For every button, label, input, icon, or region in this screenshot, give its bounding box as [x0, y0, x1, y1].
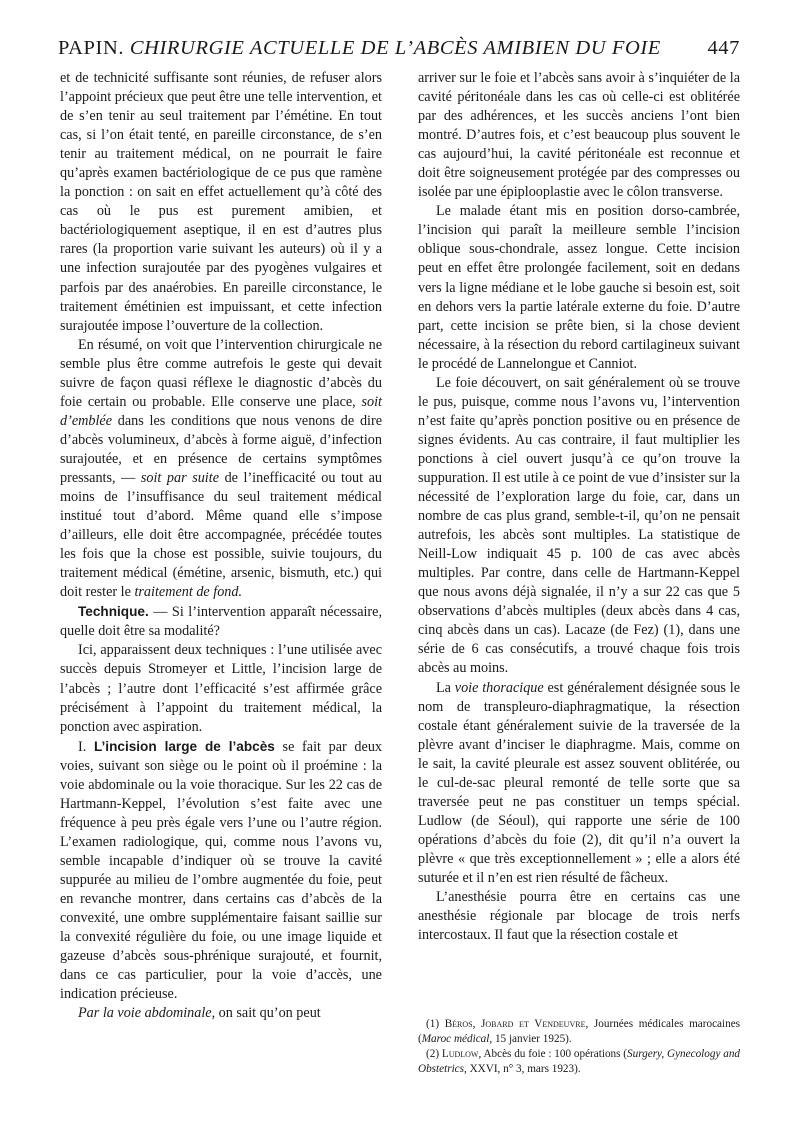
header-title: CHIRURGIE ACTUELLE DE L’ABCÈS AMIBIEN DU FOIE: [129, 37, 661, 59]
emphasis: soit d’emblée: [60, 393, 382, 429]
section-heading: Technique.: [78, 604, 149, 620]
emphasis: traitement de fond.: [134, 584, 243, 601]
paragraph: Le foie découvert, on sait généralement où se trouve le pus, puisque, comme nous l’avons vu, l’intervention n’est faite qu’après ponction positive ou en présence de signes évidents. Au cas contraire, il faut multiplier les ponctions à ciel ouvert jusqu’à ce qu’on trouve la suppuration. Il est utile à ce point de vue d’insister sur la nécessité de l’exploration large du foie, car, dans un nombre de cas plus grand, semble-t-il, qu’on ne pensait autrefois, les abcès sont multiples. La statistique de Neill-Low indiquait 45 p. 100 de cas avec abcès multiples. Par contre, dans celle de Hartmann-Keppel que nous avons déjà signalée, il n’y a sur 22 cas que 5 observations d’abcès multiples (deux abcès dans 4 cas, cinq abcès dans un cas). Lacaze (de Fez) (1), dans une série de 6 cas consécutifs, a trouvé chaque fois trois abcès au moins.: [418, 374, 740, 677]
paragraph: Ici, apparaissent deux techniques : l’une utilisée avec succès depuis Stromeyer et Little, l’incision large de l’abcès ; l’autre dont l’efficacité s’est affirmée grâce précisément à l’appoint du traitement médical, la ponction avec aspiration.: [60, 642, 382, 735]
subsection-heading: L’incision large de l’abcès: [93, 738, 275, 754]
paragraph: Le malade étant mis en position dorso-cambrée, l’incision qui paraît la meilleure semble l’incision oblique sous-chondrale, assez longue. Cette incision peut en effet être prolongée facilement, soit en dedans vers la ligne médiane et le lobe gauche si besoin est, soit en dehors vers la partie latérale externe du foie. D’autre part, cette incision se prête bien, si la chose devient nécessaire, à la résection du rebord cartilagineux suivant le procédé de Lannelongue et Canniot.: [418, 203, 740, 372]
right-column: [418, 69, 740, 945]
paragraph: Technique. — Si l’intervention apparaît nécessaire, quelle doit être sa modalité?: [60, 604, 382, 640]
emphasis: voie thoracique: [454, 679, 544, 696]
paragraph: et de technicité suffisante sont réunies, de refuser alors l’appoint précieux que peut être une telle intervention, et de s’en tenir au seul traitement par l’émétine. En tout cas, si l’on était tenté, en pareille circonstance, de s’en tenir au traitement médical, on ne pourrait le faire qu’après examen bactériologique de ce pus que ramène la ponction : on sait en effet actuellement qu’à côté des cas où le pus est purement amibien, et bactériologiquement aseptique, il en est d’autres plus rares (la proportion varie suivant les auteurs) où il y a une infection surajoutée par des pyogènes vulgaires et parfois par des anaérobies. En pareille circonstance, le traitement émétinien est impuissant, et cette infection surajoutée impose l’ouverture de la collection.: [60, 70, 382, 334]
paragraph: arriver sur le foie et l’abcès sans avoir à s’inquiéter de la cavité péritonéale dans les cas où celle-ci est oblitérée par des adhérences, et les succès anciens l’ont bien montré. D’autres fois, et c’est beaucoup plus souvent le cas aujourd’hui, la cavité péritonéale est reconnue et doit être soigneusement protégée par des compresses ou isolée par une épiplooplastie avec le côlon transverse.: [418, 70, 740, 201]
footnote: (1) Béros, Jobard et Vendeuvre, Journées médicales marocaines (Maroc médical, 15 janvier 1925).: [418, 1018, 741, 1045]
footnotes: [418, 1017, 740, 1077]
paragraph: L’anesthésie pourra être en certains cas une anesthésie régionale par blocage de trois nerfs intercostaux. Il faut que la résection costale et: [418, 889, 740, 944]
footnote: (2) Ludlow, Abcès du foie : 100 opérations (Surgery, Gynecology and Obstetrics, XXVI, n° 3, mars 1923).: [418, 1048, 741, 1075]
emphasis: soit par suite: [140, 469, 219, 486]
emphasis: Par la voie abdominale,: [78, 1005, 216, 1022]
paragraph: I. L’incision large de l’abcès se fait par deux voies, suivant son siège ou le point où il proémine : la voie abdominale ou la voie thoracique. Sur les 22 cas de Hartmann-Keppel, l’évolution s’est faite avec une fréquence à peu près égale vers l’une ou l’autre région. L’examen radiologique, qui, comme nous l’avons vu, semble incapable d’indiquer où se trouve la cavité suppurée au milieu de l’ombre augmentée du foie, peut en revanche montrer, dans certains cas d’abcès de la convexité, une ombre supplémentaire faisant saillie sur la convexité régulière du foie, ou une image liquide et gazeuse d’abcès sous-phrénique surajouté, et fournit, dans ce cas particulier, pour la voie d’accès, une indication précieuse.: [60, 738, 383, 1003]
header-author: PAPIN.: [58, 37, 125, 59]
paragraph: En résumé, on voit que l’intervention chirurgicale ne semble plus être comme autrefois le geste qui devait suivre de façon quasi réflexe le diagnostic d’abcès du foie certain ou probable. Elle conserve une place, soit d’emblée dans les conditions que nous venons de dire d’abcès volumineux, d’abcès à forme aiguë, d’infection surajoutée, et en présence de certains symptômes pressants, — soit par suite de l’inefficacité ou tout au moins de l’insuffisance du seul traitement médical institué tout d’abord. Même quand elle s’impose d’ailleurs, elle doit être accompagnée, précédée toutes les fois que la chose est possible, suivie toujours, du traitement médical (émétine, arsenic, bismuth, etc.) qui doit rester le traitement de fond.: [60, 336, 383, 601]
running-header: [58, 37, 740, 63]
paragraph: La voie thoracique est généralement désignée sous le nom de transpleuro-diaphragmatique, la résection costale étant généralement suivie de la traversée de la plèvre avant d’inciser le diaphragme. Mais, comme on le sait, la cavité pleurale est assez souvent oblitérée, ou le cul-de-sac pleural remonté de telle sorte que sa traversée peut ne pas constituer un temps spécial. Ludlow (de Séoul), qui rapporte une série de 100 opérations d’abcès du foie (2), dit qu’il n’a ouvert la plèvre « que très exceptionnellement » ; elle a alors été suturée et il n’en est rien résulté de fâcheux.: [418, 679, 740, 886]
left-column: [60, 69, 382, 1023]
page-number: 447: [707, 37, 740, 59]
paragraph: Par la voie abdominale, on sait qu’on peut: [78, 1005, 321, 1022]
